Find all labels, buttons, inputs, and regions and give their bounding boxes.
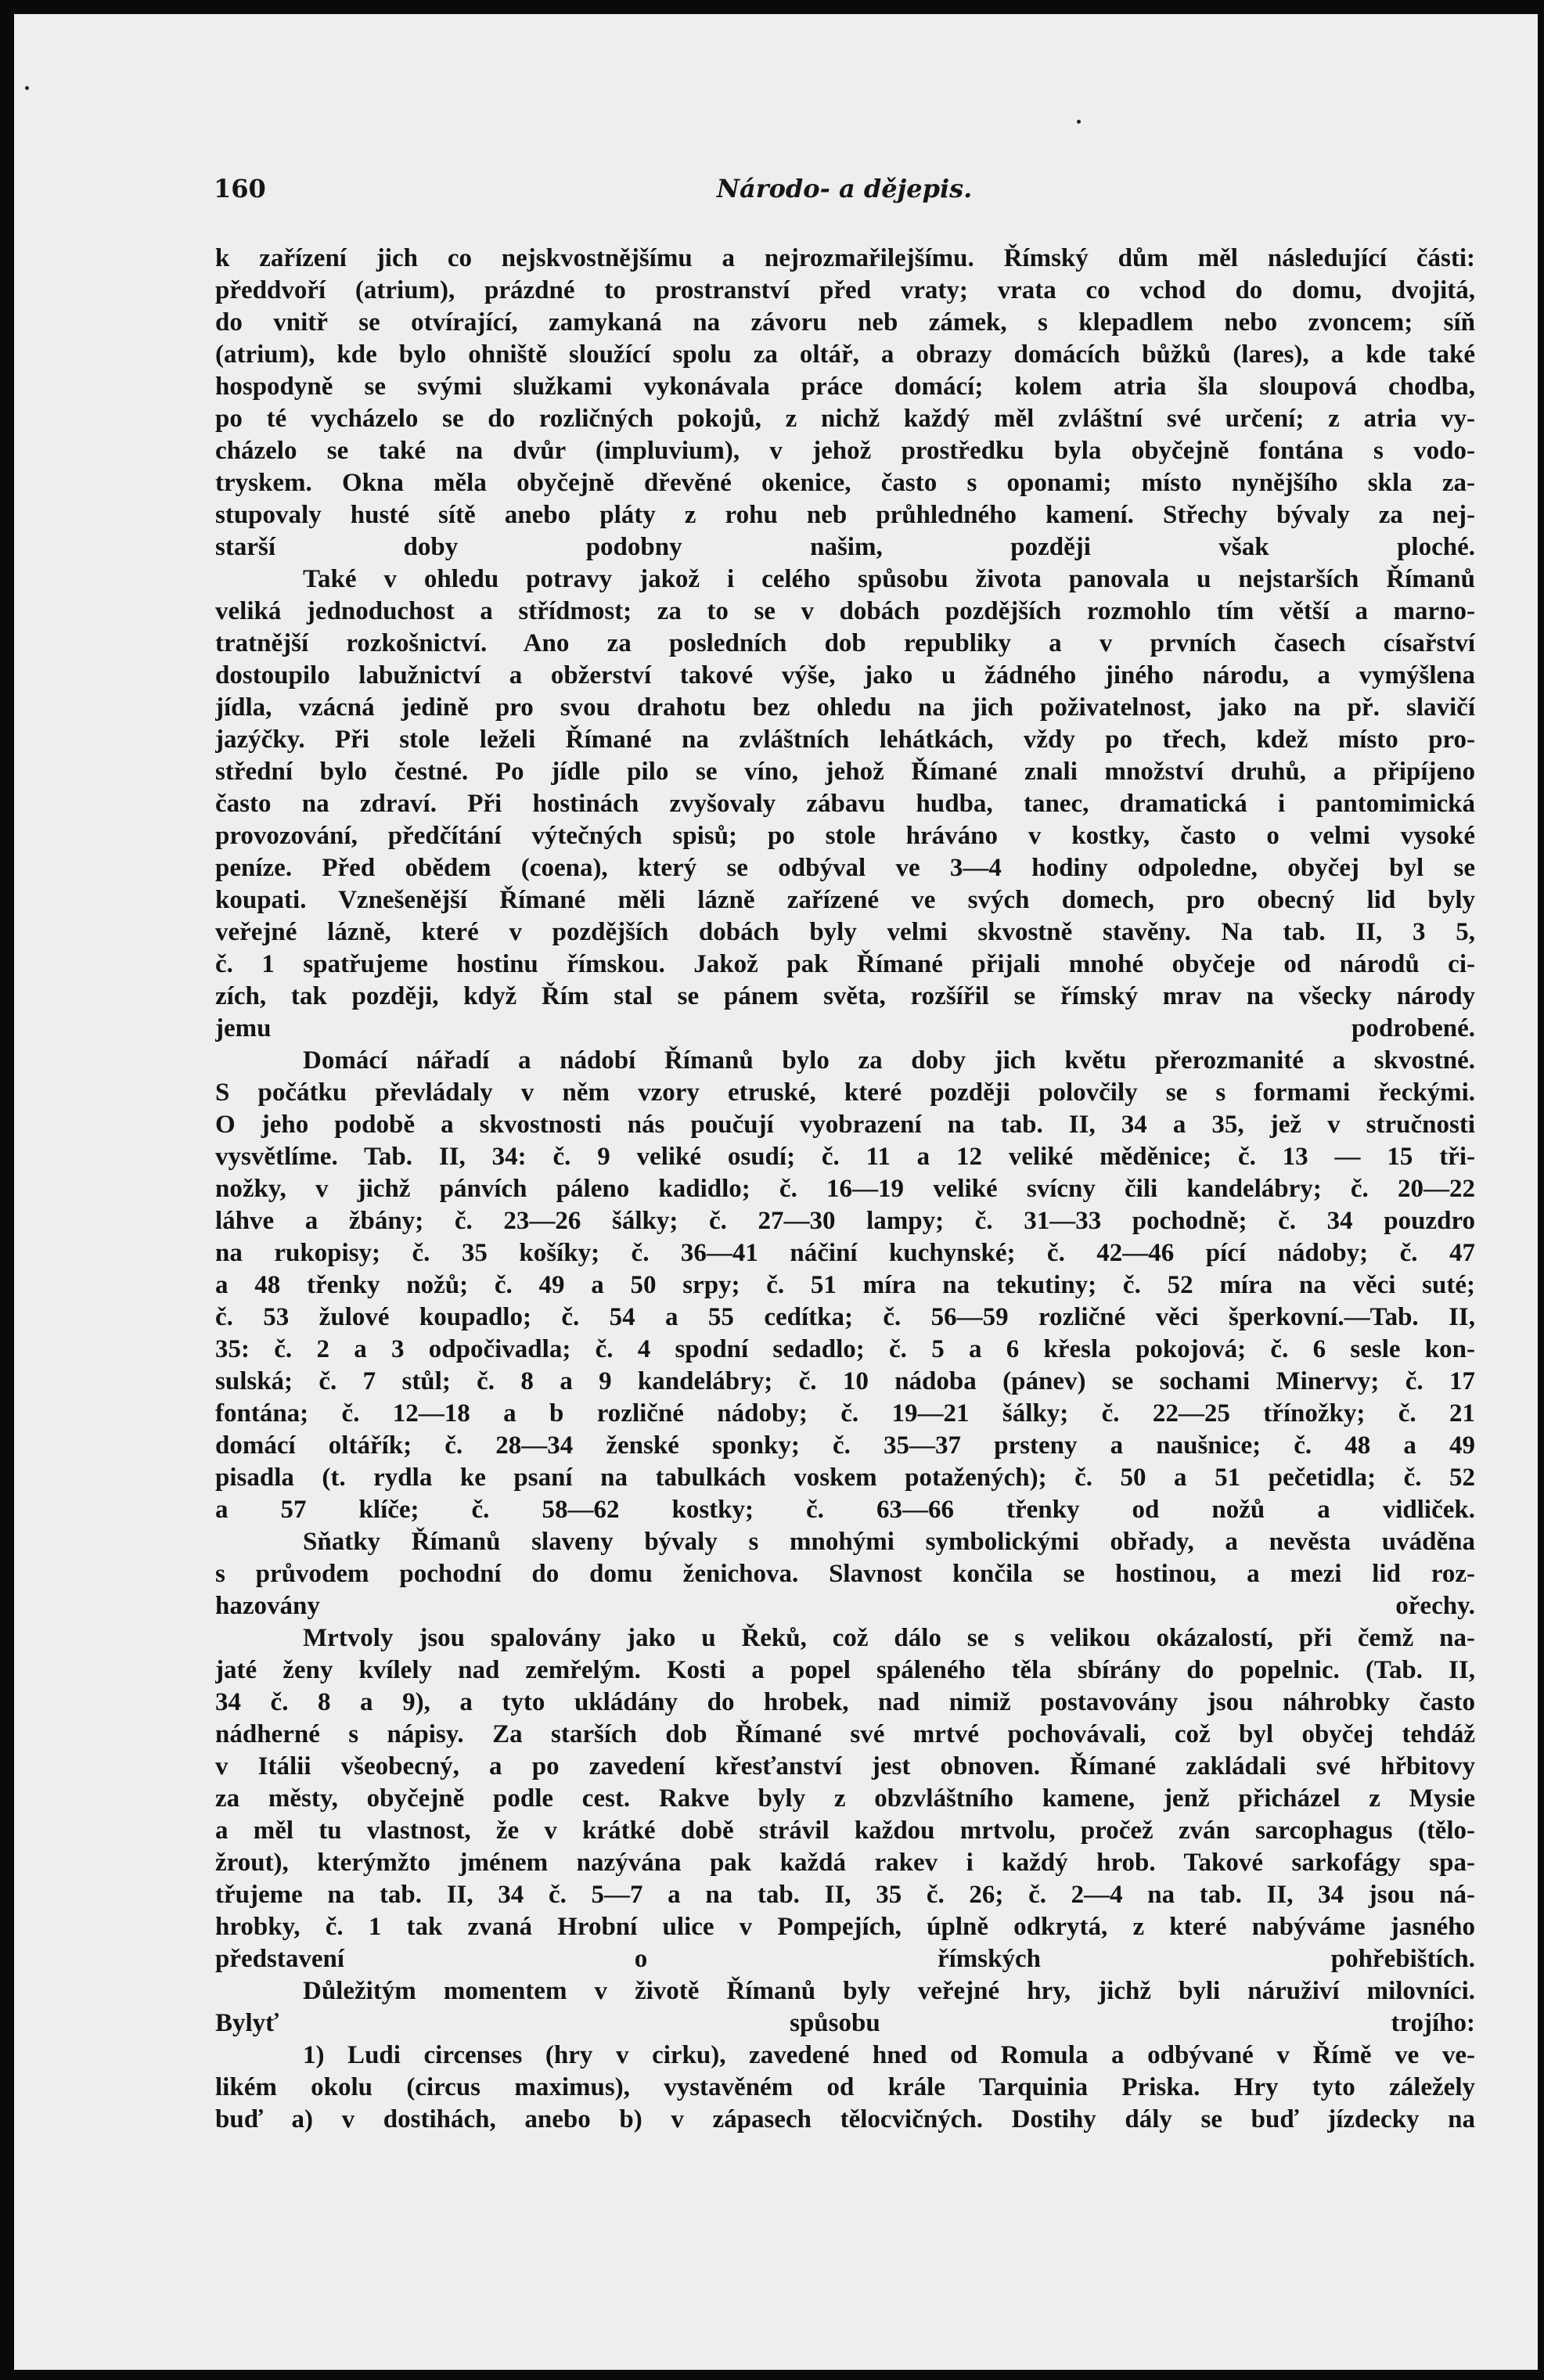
paragraph-ludi-circenses [215,2040,1475,2136]
text-line: (atrium), kde bylo ohniště sloužící spolu za oltář, a obrazy domácích bůžků (lares), a kde také [215,340,1475,369]
text-line: S počátku převládaly v něm vzory etruské, které později polovčily se s formami řeckými. [215,1078,1475,1107]
text-line: k zařízení jich co nejskvostnějšímu a nejrozmařilejšímu. Římský dům měl následující části: [215,244,1475,272]
text-line: cházelo se také na dvůr (impluvium), v jehož prostředku byla obyčejně fontána s vodo- [215,437,1475,465]
text-line: hospodyně se svými služkami vykonávala práce domácí; kolem atria šla sloupová chodba, [215,373,1475,401]
text-line: O jeho podobě a skvostnosti nás poučují vyobrazení na tab. II, 34 a 35, jež v stručnosti [215,1111,1475,1139]
scan-speck [1077,120,1081,124]
paragraph-furniture [215,1045,1475,1526]
text-line: a měl tu vlastnost, že v krátké době strávil každou mrtvolu, pročež zván sarcophagus (tělo- [215,1817,1475,1845]
text-line: po té vycházelo se do rozličných pokojů, z nichž každý měl zvláštní své určení; z atria vy- [215,405,1475,433]
text-line: žrout), kterýmžto jménem nazývána pak každá rakev i každý hrob. Takové sarkofágy spa- [215,1849,1475,1877]
text-line: Domácí nářadí a nádobí Římanů bylo za doby jich květu přerozmanité a skvostné. [303,1046,1475,1075]
text-line: do vnitř se otvírající, zamykaná na závoru neb zámek, s klepadlem nebo zvoncem; síň [215,308,1475,337]
text-line: likém okolu (circus maximus), vystavěném od krále Tarquinia Priska. Hry tyto záležely [215,2073,1475,2101]
text-line: veřejné lázně, které v pozdějších dobách byly velmi skvostně stavěny. Na tab. II, 3 5, [215,918,1475,946]
text-line: v Itálii všeobecný, a po zavedení křesťanství jest obnoven. Římané zakládali své hřbitovy [215,1752,1475,1780]
text-line: tratnější rozkošnictví. Ano za posledních dob republiky a v prvních časech císařství [215,629,1475,657]
text-line: jazýčky. Při stole leželi Římané na zvláštních lehátkách, vždy po třech, kdež místo pro- [215,726,1475,754]
text-line: hrobky, č. 1 tak zvaná Hrobní ulice v Pompejích, úplně odkrytá, z které nabýváme jasného [215,1913,1475,1941]
text-line: vysvětlíme. Tab. II, 34: č. 9 veliké osudí; č. 11 a 12 veliké měděnice; č. 13 — 15 tři- [215,1143,1475,1171]
text-line: předdvoří (atrium), prázdné to prostranství před vraty; vrata co vchod do domu, dvojitá, [215,276,1475,304]
text-line: koupati. Vznešenější Římané měli lázně zařízené ve svých domech, pro obecný lid byly [215,886,1475,914]
text-line: domácí oltářík; č. 28—34 ženské sponky; č. 35—37 prsteny a naušnice; č. 48 a 49 [215,1431,1475,1460]
paragraph-burials [215,1622,1475,1975]
text-line: jemu podrobené. [215,1014,1475,1042]
text-line: láhve a žbány; č. 23—26 šálky; č. 27—30 lampy; č. 31—33 pochodně; č. 34 pouzdro [215,1207,1475,1235]
text-line: peníze. Před obědem (coena), který se odbýval ve 3—4 hodiny odpoledne, obyčej byl se [215,854,1475,882]
paragraph-food [215,563,1475,1045]
text-line: zích, tak později, když Řím stal se pánem světa, rozšířil se římský mrav na všecky národy [215,982,1475,1010]
text-line: často na zdraví. Při hostinách zvyšovaly zábavu hudba, tanec, dramatická i pantomimická [215,790,1475,818]
text-line: Bylyť spůsobu trojího: [215,2009,1475,2037]
text-line: jídla, vzácná jedině pro svou drahotu bez ohledu na jich poživatelnost, jako na př. slavičí [215,693,1475,722]
text-line: č. 53 žulové koupadlo; č. 54 a 55 cedítka; č. 56—59 rozličné věci šperkovní.—Tab. II, [215,1303,1475,1331]
text-line: za městy, obyčejně podle cest. Rakve byly z obzvláštního kamene, jenž přicházel z Mysie [215,1784,1475,1813]
text-line: a 57 klíče; č. 58—62 kostky; č. 63—66 třenky od nožů a vidliček. [215,1496,1475,1524]
text-line: buď a) v dostihách, anebo b) v zápasech tělocvičných. Dostihy dály se buď jízdecky na [215,2105,1475,2133]
text-line: 1) Ludi circenses (hry v cirku), zavedené hned od Romula a odbývané v Římě ve ve- [303,2041,1475,2069]
text-line: nádherné s nápisy. Za starších dob Římané své mrtvé pochovávali, což byl obyčej tehdáž [215,1720,1475,1748]
paragraph-games [215,1975,1475,2040]
text-line: na rukopisy; č. 35 košíky; č. 36—41 náčiní kuchynské; č. 42—46 pící nádoby; č. 47 [215,1239,1475,1267]
paragraph-house [215,243,1475,563]
text-line: fontána; č. 12—18 a b rozličné nádoby; č. 19—21 šálky; č. 22—25 třínožky; č. 21 [215,1399,1475,1428]
text-line: provozování, předčítání výtečných spisů; po stole hráváno v kostky, často o velmi vysoké [215,822,1475,850]
running-title: Národo- a dějepis. [716,174,973,203]
text-line: starší doby podobny našim, později však ploché. [215,533,1475,561]
text-line: 35: č. 2 a 3 odpočivadla; č. 4 spodní sedadlo; č. 5 a 6 křesla pokojová; č. 6 sesle kon- [215,1335,1475,1363]
text-line: pisadla (t. rydla ke psaní na tabulkách voskem potažených); č. 50 a 51 pečetidla; č. 52 [215,1464,1475,1492]
text-line: představení o římských pohřebištích. [215,1945,1475,1973]
text-line: sulská; č. 7 stůl; č. 8 a 9 kandelábry; č. 10 nádoba (pánev) se sochami Minervy; č. 17 [215,1367,1475,1395]
text-line: jaté ženy kvílely nad zemřelým. Kosti a popel spáleného těla sbírány do popelnic. (Tab. II, [215,1656,1475,1684]
text-line: s průvodem pochodní do domu ženichova. Slavnost končila se hostinou, a mezi lid roz- [215,1560,1475,1588]
text-line: střední bylo čestné. Po jídle pilo se víno, jehož Římané znali množství druhů, a připíjeno [215,758,1475,786]
text-line: nožky, v jichž pánvích páleno kadidlo; č. 16—19 veliké svícny čili kandelábry; č. 20—22 [215,1175,1475,1203]
text-line: Mrtvoly jsou spalovány jako u Řeků, což dálo se s velikou okázalostí, při čemž na- [303,1624,1475,1652]
text-line: Sňatky Římanů slaveny bývaly s mnohými symbolickými obřady, a nevěsta uváděna [303,1528,1475,1556]
book-page [14,14,1538,2370]
text-line: 34 č. 8 a 9), a tyto ukládány do hrobek, nad nimiž postavovány jsou náhrobky často [215,1688,1475,1716]
text-line: hazovány ořechy. [215,1592,1475,1620]
text-line: Také v ohledu potravy jakož i celého spůsobu života panovala u nejstarších Římanů [303,565,1475,593]
text-line: Důležitým momentem v životě Římanů byly veřejné hry, jichž byli náruživí milovníci. [303,1977,1475,2005]
text-line: tryskem. Okna měla obyčejně dřevěné okenice, často s oponami; místo nynějšího skla za- [215,469,1475,497]
paragraph-weddings [215,1526,1475,1622]
text-line: veliká jednoduchost a střídmost; za to se v dobách pozdějších rozmohlo tím větší a marno- [215,597,1475,625]
text-line: stupovaly husté sítě anebo pláty z rohu neb průhledného kamení. Střechy bývaly za nej- [215,501,1475,529]
text-line: a 48 třenky nožů; č. 49 a 50 srpy; č. 51 míra na tekutiny; č. 52 míra na věci suté; [215,1271,1475,1299]
body-text [215,243,1475,2136]
text-line: č. 1 spatřujeme hostinu římskou. Jakož pak Římané přijali mnohé obyčeje od národů ci- [215,950,1475,978]
page-number: 160 [214,174,266,203]
page-header [214,174,1475,213]
text-line: třujeme na tab. II, 34 č. 5—7 a na tab. II, 35 č. 26; č. 2—4 na tab. II, 34 jsou ná- [215,1881,1475,1909]
text-line: dostoupilo labužnictví a obžerství takové výše, jako u žádného jiného národu, a vymýšlena [215,661,1475,690]
scan-speck [25,86,29,90]
